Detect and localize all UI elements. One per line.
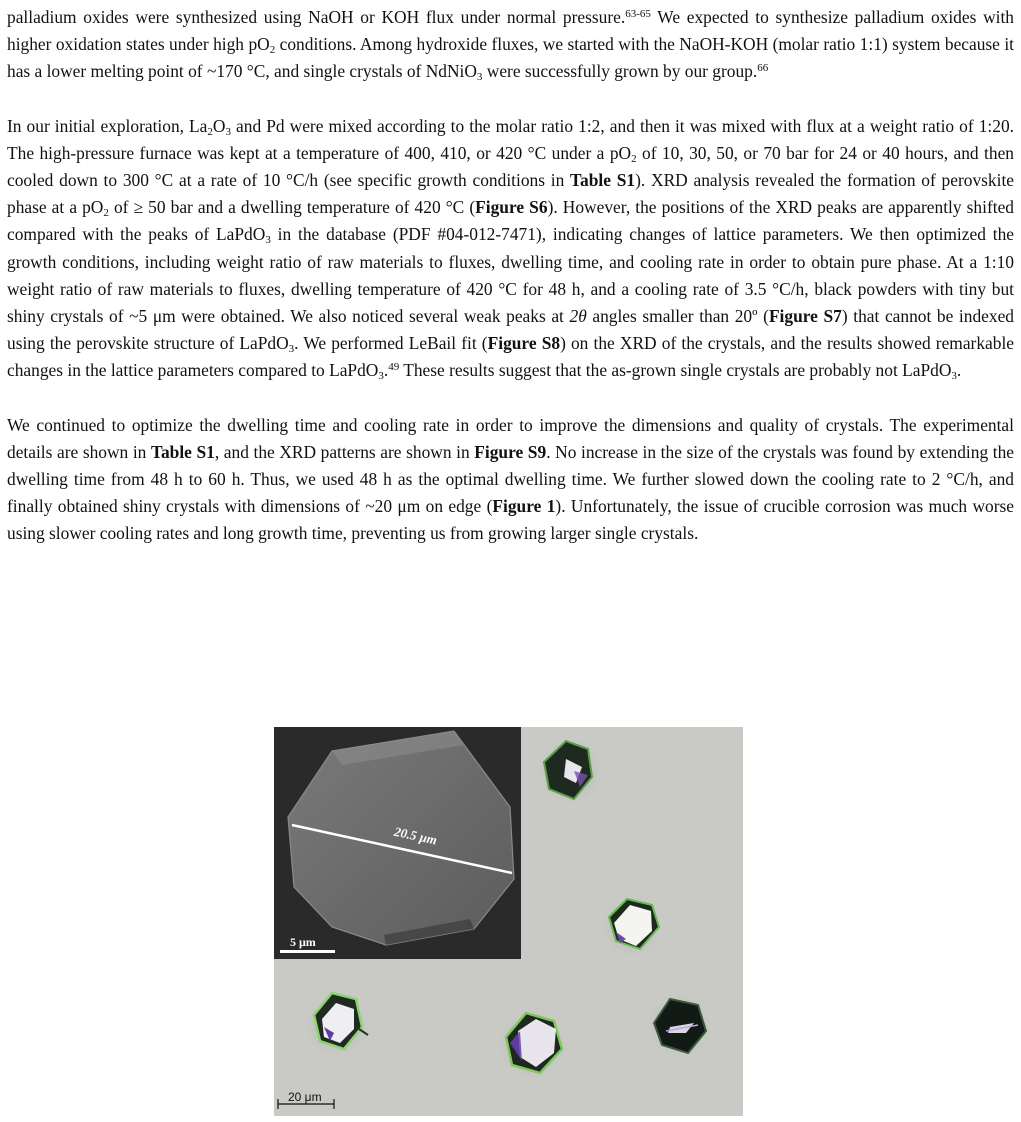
text-run: and Pd were mixed according to the molar ratio 1:2, and then it was mixed with flux at a weight ratio of 1:20. The high-pressure furnace was kept at a temperature of 400, 410, or 420 °C under a pO — [7, 115, 1014, 163]
subscript: 3 — [476, 71, 483, 84]
text-run: , and the XRD patterns are shown in — [214, 441, 475, 462]
cross-reference: Table S1 — [570, 170, 636, 191]
figure-1-crystal-micrographs — [274, 727, 743, 1116]
crystal-top — [535, 736, 607, 808]
cross-reference: Figure S9 — [474, 441, 547, 462]
cross-reference: Figure S7 — [768, 306, 842, 327]
text-run: ) on the XRD of the crystals, and the results showed remarkable changes in the lattice parameters compared to LaPdO — [7, 333, 1014, 381]
paragraph — [7, 412, 1014, 548]
subscript: 2 — [207, 125, 213, 138]
text-run: palladium oxides were synthesized using NaOH or KOH flux under normal pressure. — [7, 7, 626, 27]
text-run: We continued to optimize the dwelling time and cooling rate in order to improve the dimensions and quality of crystals. The experimental details are shown in — [7, 414, 1014, 462]
sem-scale-bar — [280, 950, 335, 953]
citation-superscript: 66 — [757, 62, 769, 75]
subscript: 3 — [378, 370, 384, 383]
micrograph-image — [274, 727, 743, 1116]
cross-reference: Figure S8 — [487, 333, 561, 354]
text-run: angles smaller than 20º ( — [586, 306, 769, 327]
optical-scale-label: 20 μm — [288, 1090, 322, 1104]
text-run: in the database (PDF #04-012-7471), indicating changes of lattice parameters. We then optimized the growth conditions, including weight ratio of raw materials to fluxes, dwelling time, and cooling rate in order to obtain pure phase. At a 1:10 weight ratio of raw materials to fluxes, dwelling temperature of 420 °C for 48 h, and a cooling rate of 3.5 °C/h, black powders with tiny but shiny crystals of ~5 μm were obtained. We also noticed several weak peaks at — [7, 224, 1014, 327]
crystal-bottom-left — [301, 989, 373, 1061]
crystal-bottom-right — [643, 989, 715, 1061]
text-run: were successfully grown by our group. — [482, 61, 758, 82]
citation-superscript: 63-65 — [625, 8, 651, 20]
sem-inset — [274, 727, 521, 959]
subscript: 2 — [269, 44, 276, 57]
sem-scale-label: 5 μm — [290, 935, 316, 949]
text-run: of 10, 30, 50, or 70 bar for 24 or 40 hours, and then cooled down to 300 °C at a rate of 10 °C/h (see specific growth conditions in — [7, 142, 1014, 191]
text-run: ). However, the positions of the XRD peaks are apparently shifted compared with the peaks of LaPdO — [7, 197, 1014, 245]
subscript: 3 — [288, 343, 295, 356]
text-run: We expected to synthesize palladium oxides with higher oxidation states under high pO — [7, 7, 1014, 55]
paragraph — [7, 4, 1014, 86]
paragraph — [7, 113, 1014, 385]
subscript: 3 — [265, 234, 271, 247]
sem-measure-label: 20.5 μm — [392, 823, 439, 848]
subscript: 2 — [103, 207, 109, 220]
text-run: 2θ — [569, 306, 587, 327]
text-run: conditions. Among hydroxide fluxes, we started with the NaOH-KOH (molar ratio 1:1) system because it has a lower melting point of ~170 °C, and single crystals of NdNiO — [7, 34, 1015, 82]
text-run: . No increase in the size of the crystals was found by extending the dwelling time from 48 h to 60 h. Thus, we used 48 h as the optimal dwelling time. We further slowed down the cooling rate to 2 °C/h, and finally obtained shiny crystals with dimensions of ~20 μm on edge ( — [7, 441, 1014, 517]
text-run: ) that cannot be indexed using the perovskite structure of LaPdO — [7, 306, 1014, 354]
text-run: ). Unfortunately, the issue of crucible corrosion was much worse using slower cooling rates and long growth time, preventing us from growing larger single crystals. — [7, 496, 1015, 544]
cross-reference: Figure 1 — [492, 496, 556, 517]
text-run: . — [956, 360, 962, 381]
text-run: ). XRD analysis revealed the formation of perovskite phase at a pO — [7, 170, 1014, 218]
cross-reference: Figure S6 — [475, 197, 548, 218]
text-run: . — [383, 360, 389, 381]
crystal-bottom-middle — [494, 1007, 570, 1083]
crystal-middle-right — [598, 893, 666, 961]
subscript: 3 — [225, 125, 231, 138]
text-run: These results suggest that the as-grown single crystals are probably not LaPdO — [399, 360, 952, 381]
paper-body — [7, 0, 1014, 548]
citation-superscript: 49 — [388, 361, 400, 374]
subscript: 3 — [951, 370, 957, 383]
subscript: 2 — [631, 152, 637, 165]
text-run: . We performed LeBail fit ( — [294, 333, 488, 354]
cross-reference: Table S1 — [150, 441, 215, 462]
text-run: of ≥ 50 bar and a dwelling temperature of 420 °C ( — [108, 197, 476, 218]
text-run: In our initial exploration, La — [7, 115, 208, 136]
text-run: O — [212, 115, 226, 136]
